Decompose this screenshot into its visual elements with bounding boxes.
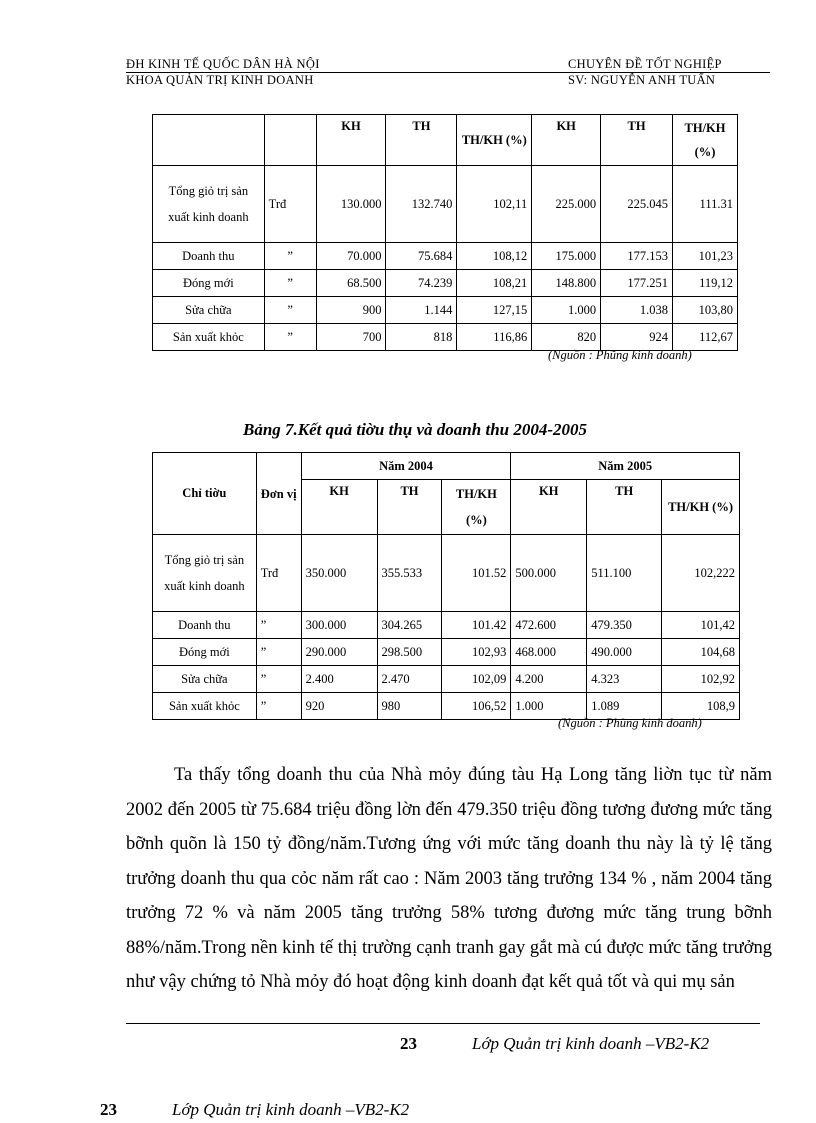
row-label: Sản xuất khỏc [153,693,257,720]
bottom-class-label: Lớp Quản trị kinh doanh –VB2-K2 [172,1100,410,1119]
cell: 1.038 [601,297,673,324]
cell: 924 [601,324,673,351]
header-faculty: KHOA QUẢN TRỊ KINH DOANH [126,73,314,87]
table-header-row [153,453,740,480]
bottom-page-number: 23 [100,1100,117,1119]
col-header: KH [532,115,601,166]
header-doc-type: CHUYÊN ĐỀ TỐT NGHIỆP [568,57,722,71]
cell: 175.000 [532,243,601,270]
header-year-2005: Năm 2005 [511,453,740,480]
cell: 468.000 [511,639,587,666]
cell: 132.740 [386,166,457,243]
row-label: Doanh thu [153,243,265,270]
cell: 818 [386,324,457,351]
cell: 70.000 [316,243,386,270]
cell: 127,15 [457,297,532,324]
cell: 74.239 [386,270,457,297]
table-row [153,612,740,639]
cell: 102,11 [457,166,532,243]
row-unit: ” [256,612,301,639]
cell: 103,80 [673,297,738,324]
cell: 920 [301,693,377,720]
col-header: KH [301,480,377,535]
cell: 355.533 [377,535,442,612]
header-year-2004: Năm 2004 [301,453,511,480]
footer-page-number: 23 [400,1034,417,1053]
cell: 4.200 [511,666,587,693]
cell: 116,86 [457,324,532,351]
row-unit: ” [264,297,316,324]
row-label: Đóng mới [153,639,257,666]
table-row [153,639,740,666]
row-unit: ” [264,270,316,297]
row-unit: ” [256,666,301,693]
cell: 350.000 [301,535,377,612]
cell: 101.42 [442,612,511,639]
table-row [153,166,738,243]
table-row [153,270,738,297]
cell: 820 [532,324,601,351]
cell: 500.000 [511,535,587,612]
table-1 [152,114,738,351]
cell: 108,21 [457,270,532,297]
cell: 108,9 [662,693,740,720]
cell: 225.000 [532,166,601,243]
table-row [153,297,738,324]
table-header-row [153,115,738,166]
col-header: TH [377,480,442,535]
cell: 101,23 [673,243,738,270]
cell: 1.089 [587,693,662,720]
cell: 106,52 [442,693,511,720]
row-label: Sản xuất khỏc [153,324,265,351]
row-unit: Trđ [256,535,301,612]
cell: 1.000 [532,297,601,324]
row-unit: Trđ [264,166,316,243]
header-blank [264,115,316,166]
table-row [153,243,738,270]
cell: 148.800 [532,270,601,297]
cell: 102,93 [442,639,511,666]
table-row [153,324,738,351]
table2-caption: Bảng 7.Kết quả tiờu thụ và doanh thu 2004-2005 [243,420,588,439]
cell: 130.000 [316,166,386,243]
col-header: TH/KH (%) [662,480,740,535]
row-label: Tổng giỏ trị sản xuất kinh doanh [153,166,265,243]
cell: 4.323 [587,666,662,693]
cell: 298.500 [377,639,442,666]
cell: 490.000 [587,639,662,666]
table2-source: (Nguồn : Phũng kinh doanh) [558,716,702,730]
cell: 177.153 [601,243,673,270]
cell: 1.144 [386,297,457,324]
header-blank [153,115,265,166]
header-unit: Đơn vị [256,453,301,535]
cell: 177.251 [601,270,673,297]
row-unit: ” [264,243,316,270]
cell: 102,222 [662,535,740,612]
cell: 102,09 [442,666,511,693]
cell: 980 [377,693,442,720]
header-institution: ĐH KINH TẾ QUỐC DÂN HÀ NỘI [126,57,320,71]
col-header: TH/KH (%) [457,115,532,166]
cell: 101.52 [442,535,511,612]
cell: 300.000 [301,612,377,639]
cell: 900 [316,297,386,324]
table-2 [152,452,740,720]
footer-class-label: Lớp Quản trị kinh doanh –VB2-K2 [472,1034,710,1053]
table1-source: (Nguồn : Phũng kinh doanh) [548,348,692,362]
footer-rule [126,1023,760,1024]
cell: 225.045 [601,166,673,243]
row-label: Doanh thu [153,612,257,639]
cell: 2.470 [377,666,442,693]
cell: 75.684 [386,243,457,270]
cell: 111.31 [673,166,738,243]
cell: 101,42 [662,612,740,639]
cell: 511.100 [587,535,662,612]
col-header: TH [386,115,457,166]
row-label: Sửa chữa [153,297,265,324]
row-unit: ” [256,693,301,720]
cell: 112,67 [673,324,738,351]
cell: 479.350 [587,612,662,639]
header-indicator: Chỉ tiờu [153,453,257,535]
cell: 2.400 [301,666,377,693]
row-label: Sửa chữa [153,666,257,693]
row-label: Đóng mới [153,270,265,297]
paragraph-text: Ta thấy tổng doanh thu của Nhà mỏy đúng tàu Hạ Long tăng liờn tục từ năm 2002 đến 2005 từ 75.684 triệu đồng lờn đến 479.350 triệu đồng tương đương mức tăng bỡnh quõn là 150 tỷ đồng/năm.Tương ứng với mức tăng doanh thu này là tỷ lệ tăng trưởng doanh thu qua cỏc năm rất cao : Năm 2003 tăng trưởng 134 % , năm 2004 tăng trưởng 72 % và năm 2005 tăng trưởng 58% tương đương mức tăng trung bỡnh 88%/năm.Trong nền kinh tế thị trường cạnh tranh gay gắt mà cú được mức tăng trưởng như vậy chứng tỏ Nhà mỏy đó hoạt động kinh doanh đạt kết quả tốt và qui mụ sản [126,765,772,992]
table-row [153,666,740,693]
table-row [153,535,740,612]
col-header: TH [587,480,662,535]
header-rule [126,72,770,73]
cell: 700 [316,324,386,351]
row-label: Tổng giỏ trị sản xuất kinh doanh [153,535,257,612]
col-header: KH [316,115,386,166]
col-header: TH [601,115,673,166]
row-unit: ” [256,639,301,666]
cell: 304.265 [377,612,442,639]
col-header: TH/KH (%) [442,480,511,535]
col-header: KH [511,480,587,535]
cell: 102,92 [662,666,740,693]
cell: 472.600 [511,612,587,639]
cell: 1.000 [511,693,587,720]
row-unit: ” [264,324,316,351]
cell: 119,12 [673,270,738,297]
header-student: SV: NGUYỄN ANH TUẤN [568,73,716,87]
col-header: TH/KH (%) [673,115,738,166]
body-paragraph [126,758,772,1000]
cell: 104,68 [662,639,740,666]
cell: 290.000 [301,639,377,666]
cell: 68.500 [316,270,386,297]
cell: 108,12 [457,243,532,270]
